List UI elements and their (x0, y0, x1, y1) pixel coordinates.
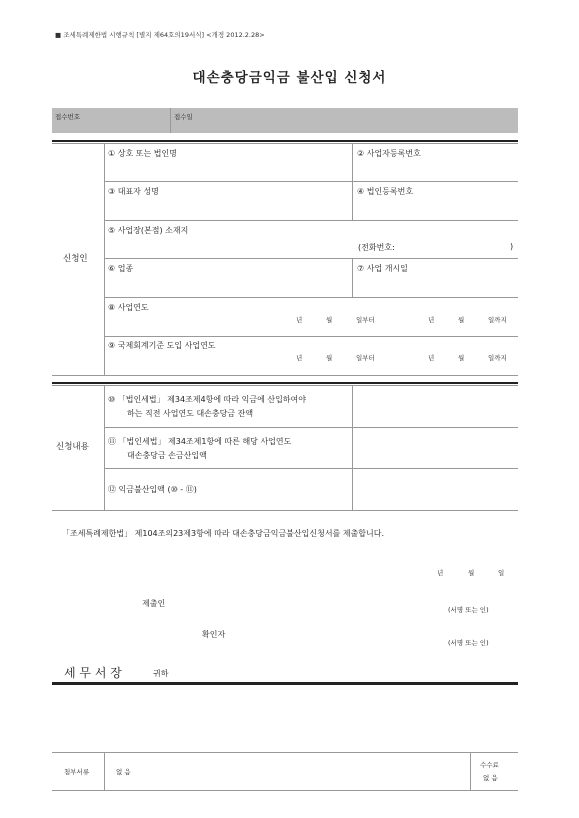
rule (52, 752, 518, 753)
rule (52, 143, 518, 144)
rule (52, 510, 518, 511)
item12-label: ⑫ 익금불산입액 (⑩ - ⑪) (108, 485, 197, 494)
honorific-label: 귀하 (153, 669, 169, 678)
confirmer-signature: (서명 또는 인) (448, 639, 489, 647)
applicant-section-label: 신청인 (63, 254, 88, 264)
rule (104, 220, 518, 221)
section-divider (52, 382, 518, 384)
ifrs-year: 년 (296, 354, 303, 362)
fy-month: 월 (326, 316, 333, 324)
confirmer-label: 확인자 (202, 630, 226, 639)
industry-label: ⑥ 업종 (108, 264, 134, 273)
receipt-number-label: 접수번호 (55, 113, 81, 121)
fiscal-year-label: ⑧ 사업연도 (108, 303, 149, 312)
company-name-label: ① 상호 또는 법인명 (108, 149, 177, 158)
rule (104, 258, 518, 259)
representative-label: ③ 대표자 성명 (108, 187, 159, 196)
ifrs-day-to: 일까지 (488, 354, 507, 362)
rule (470, 752, 471, 790)
rule (52, 375, 518, 376)
fee-label: 수수료 (480, 761, 499, 769)
phone-close: ) (510, 242, 514, 251)
rule (104, 181, 518, 182)
page-title: 대손충당금익금 불산입 신청서 (192, 70, 387, 86)
fy-year: 년 (296, 316, 303, 324)
rule (52, 385, 518, 386)
form-reference: ■ 조세특례제한법 시행규칙 [별지 제64호의19서식] <개정 2012.2.28> (55, 31, 265, 39)
ifrs-year-2: 년 (428, 354, 435, 362)
ifrs-day-from: 일부터 (356, 354, 375, 362)
fy-day-to: 일까지 (488, 316, 507, 324)
application-section-label: 신청내용 (56, 442, 89, 452)
rule (104, 427, 518, 428)
fy-year-2: 년 (428, 316, 435, 324)
ifrs-month: 월 (326, 354, 333, 362)
submitter-signature: (서명 또는 인) (448, 606, 489, 614)
ifrs-year-label: ⑨ 국제회계기준 도입 사업연도 (108, 341, 216, 350)
decl-year: 년 (437, 569, 444, 577)
phone-label: (전화번호: (358, 243, 395, 252)
rule (104, 143, 105, 375)
business-reg-no-label: ② 사업자등록번호 (357, 149, 421, 158)
decl-day: 일 (498, 569, 505, 577)
attachments-label: 첨부서류 (64, 768, 90, 776)
rule (52, 790, 518, 791)
submitter-label: 제출인 (142, 599, 166, 608)
rule (352, 385, 353, 510)
item10-line1: ⑩ 「법인세법」 제34조제4항에 따라 익금에 산입하여야 (108, 395, 306, 404)
rule (104, 336, 518, 337)
corp-reg-no-label: ④ 법인등록번호 (357, 187, 414, 196)
fy-day-from: 일부터 (356, 316, 375, 324)
footer-divider (52, 682, 518, 685)
address-label: ⑤ 사업장(본점) 소재지 (108, 226, 189, 235)
attachments-value: 없 음 (116, 768, 131, 776)
decl-month: 월 (468, 569, 475, 577)
ifrs-month-2: 월 (458, 354, 465, 362)
start-date-label: ⑦ 사업 개시일 (357, 264, 408, 273)
fy-month-2: 월 (458, 316, 465, 324)
item10-line2: 하는 직전 사업연도 대손충당금 잔액 (127, 409, 254, 418)
rule (104, 297, 518, 298)
item11-line2: 대손충당금 손금산입액 (127, 451, 207, 460)
rule (104, 385, 105, 510)
rule (104, 468, 518, 469)
recipient-label: 세 무 서 장 (64, 666, 122, 680)
receipt-date-label: 접수일 (174, 113, 193, 121)
section-divider (52, 140, 518, 142)
item11-line1: ⑪ 「법인세법」 제34조제1항에 따른 해당 사업연도 (108, 437, 292, 446)
rule (352, 258, 353, 297)
declaration-statement: 「조세특례제한법」 제104조의23제3항에 따라 대손충당금익금불산입신청서를 제출합니다. (62, 529, 385, 538)
receipt-bar (52, 108, 518, 133)
fee-value: 없 음 (483, 774, 498, 782)
rule (104, 752, 105, 790)
